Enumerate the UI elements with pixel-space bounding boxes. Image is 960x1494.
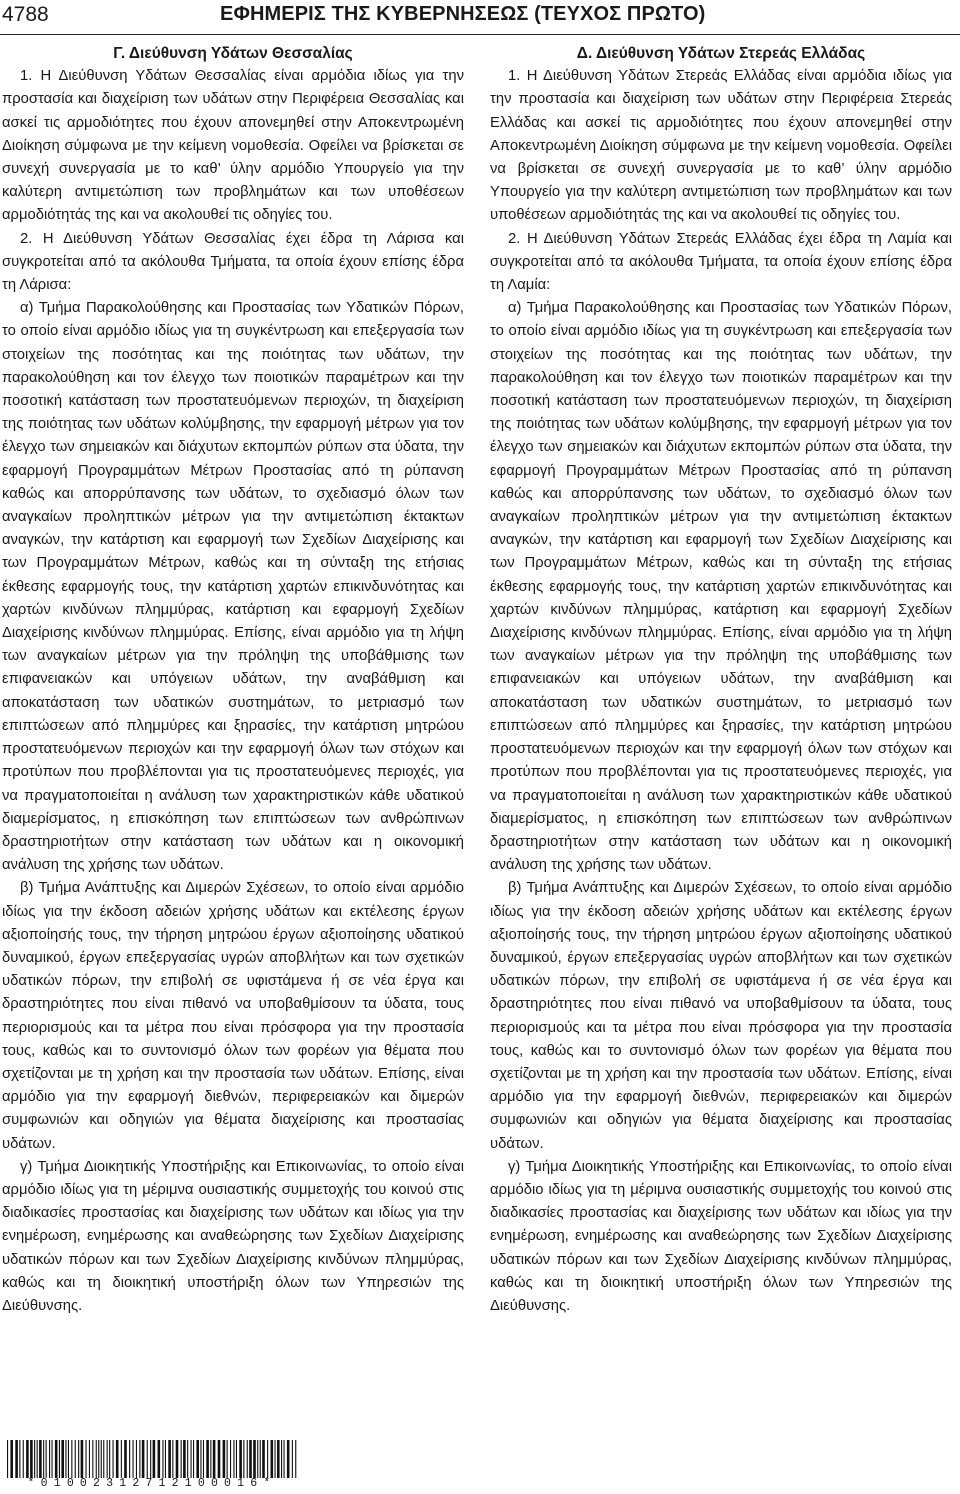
barcode-bar xyxy=(158,1440,161,1478)
barcode-bar xyxy=(210,1440,211,1478)
barcode-bar xyxy=(75,1440,76,1478)
barcode-bar xyxy=(200,1440,201,1478)
barcode-bar xyxy=(68,1440,69,1478)
barcode-bar xyxy=(147,1440,148,1478)
section-heading-thessaly: Γ. Διεύθυνση Υδάτων Θεσσαλίας xyxy=(113,45,353,62)
barcode-bar xyxy=(15,1440,18,1478)
barcode-bar xyxy=(142,1440,145,1478)
paragraph: γ) Τμήμα Διοικητικής Υποστήριξης και Επικοινωνίας, το οποίο είναι αρμόδιο ιδίως για τη μέριμνα ουσιαστικής συμμετοχής του κοινού στις διαδικασίες προστασίας και διαχείρισης των υδάτων και ιδίως για την ενημέρωση, ενημέρωσης και αναθεώρησης των Σχεδίων Διαχείρισης υδατικών πόρων και των Σχεδίων Διαχείρισης κινδύνων πλημμύρας, καθώς και τη διοικητική υποστήριξη όλων των Υπηρεσιών της Διεύθυνσης. xyxy=(490,1158,952,1314)
barcode-bars xyxy=(6,1440,298,1478)
barcode-bar xyxy=(78,1440,79,1478)
barcode-bar xyxy=(96,1440,97,1478)
barcode-bar xyxy=(61,1440,64,1478)
barcode-bar xyxy=(71,1440,72,1478)
barcode-bar xyxy=(168,1440,171,1478)
barcode-bar xyxy=(10,1440,13,1478)
barcode-bar xyxy=(101,1440,102,1478)
barcode-bar xyxy=(257,1440,258,1478)
barcode-bar xyxy=(89,1440,90,1478)
barcode-bar xyxy=(162,1440,163,1478)
barcode-bar xyxy=(116,1440,119,1478)
barcode-bar xyxy=(203,1440,204,1478)
barcode-bar xyxy=(165,1440,166,1478)
paragraph: 1. Η Διεύθυνση Υδάτων Θεσσαλίας είναι αρμόδια ιδίως για την προστασία και διαχείριση των υδάτων στην Περιφέρεια Θεσσαλίας και ασκεί τις αρμοδιότητες που έχουν απονεμηθεί στην Αποκεντρωμένη Διοίκηση σύμφωνα με την κείμενη νομοθεσία. Οφείλει να βρίσκεται σε συνεχή συνεργασία με το καθ’ ύλην αρμόδιο Υπουργείο για την καλύτερη αντιμετώπιση των προβλημάτων και των υποθέσεων αρμοδιότητάς της και να ακολουθεί τις οδηγίες του. xyxy=(2,68,464,224)
barcode-bar xyxy=(187,1440,188,1478)
barcode-bar xyxy=(124,1440,127,1478)
barcode-bar xyxy=(176,1440,179,1478)
barcode-bar xyxy=(23,1440,24,1478)
barcode-bar xyxy=(172,1440,173,1478)
page-number: 4788 xyxy=(2,3,49,26)
paragraph: β) Τμήμα Ανάπτυξης και Διμερών Σχέσεων, το οποίο είναι αρμόδιο ιδίως για την έκδοση αδειών χρήσης υδάτων και εκτέλεσης έργων αξιοποίησής τους, την τήρηση μητρώου έργων αξιοποίησης υδατικού δυναμικού, έργων επεξεργασίας υγρών αποβλήτων και των σχετικών υδατικών πόρων, την επιβολή σε υφιστάμενα ή σε νέα έργα και δραστηριότητες που είναι πιθανό να υποβαθμίσουν τα ύδατα, τους περιορισμούς και τα μέτρα που είναι πρόσφορα για την προστασία τους, καθώς και το συντονισμό όλων των φορέων για θέματα που σχετίζονται με τη χρήση και την προστασία των υδάτων. Επίσης, είναι αρμόδιο για την εφαρμογή διεθνών, περιφερειακών και διμερών συμφωνιών και οδηγιών για θέματα διαχείρισης και προστασίας υδάτων. xyxy=(490,880,952,1152)
barcode-bar xyxy=(46,1440,47,1478)
barcode-bar xyxy=(129,1440,130,1478)
paragraph: 2. Η Διεύθυνση Υδάτων Στερεάς Ελλάδας έχει έδρα τη Λαμία και συγκροτείται από τα ακόλουθα Τμήματα, τα οποία έχουν επίσης έδρα τη Λαμία: xyxy=(490,230,952,294)
barcode-bar xyxy=(183,1440,186,1478)
barcode-bar xyxy=(206,1440,209,1478)
barcode-bar xyxy=(267,1440,268,1478)
paragraph: α) Τμήμα Παρακολούθησης και Προστασίας των Υδατικών Πόρων, το οποίο είναι αρμόδιο ιδίως για τη συγκέντρωση και επεξεργασία των στοιχείων της ποσότητας και της ποιότητας των υδάτων, την παρακολούθηση και τον έλεγχο των ποιοτικών παραμέτρων και την ποσοτική κατάσταση των προστατευόμενων περιοχών, τη διαχείριση της ποιότητας των υδάτων κολύμβησης, την εφαρμογή μέτρων για τον έλεγχο των σημειακών και διάχυτων εκπομπών ρύπων στα ύδατα, την εφαρμογή Προγραμμάτων Μέτρων Προστασίας από τη ρύπανση καθώς και απορρύπανσης των υδάτων, το σχεδιασμό όλων των αναγκαίων προληπτικών μέτρων για την αντιμετώπιση έκτακτων αναγκών, την κατάρτιση και εφαρμογή των Σχεδίων Διαχείρισης και των Προγραμμάτων Μέτρων, καθώς και τη σύνταξη της ετήσιας έκθεσης εφαρμογής τους, την κατάρτιση χαρτών επικινδυνότητας και χαρτών κινδύνων πλημμύρας, κατάρτιση και εφαρμογή Σχεδίων Διαχείρισης κινδύνων πλημμύρας. Επίσης, είναι αρμόδιο για τη λήψη των αναγκαίων μέτρων για την πρόληψη της υποβάθμισης των επιφανειακών και υπόγειων υδάτων, την αναβάθμιση και αποκατάσταση των υδατικών συστημάτων, το μετριασμό των επιπτώσεων από πλημμύρες και ξηρασίες, την κατάρτιση μητρώου προστατευόμενων περιοχών και την εφαρμογή όλων των στόχων και προτύπων που προβλέπονται για τις προστατευόμενες περιοχές, για να πραγματοποιείται η ανάλυση των χαρακτηριστικών κάθε υδατικού διαμερίσματος, η επισκόπηση των επιπτώσεων των ανθρώπινων δραστηριοτήτων στην κατάσταση των υδάτων και η οικονομική ανάλυση της χρήσης των υδάτων. xyxy=(490,300,952,874)
paragraph: γ) Τμήμα Διοικητικής Υποστήριξης και Επικοινωνίας, το οποίο είναι αρμόδιο ιδίως για τη μέριμνα ουσιαστικής συμμετοχής του κοινού στις διαδικασίες προστασίας και διαχείρισης των υδάτων και ιδίως για την ενημέρωση, ενημέρωσης και αναθεώρησης των Σχεδίων Διαχείρισης υδατικών πόρων και των Σχεδίων Διαχείρισης κινδύνων πλημμύρας, καθώς και τη διοικητική υποστήριξη όλων των Υπηρεσιών της Διεύθυνσης. xyxy=(2,1158,464,1314)
barcode-bar xyxy=(109,1440,110,1478)
barcode-bar xyxy=(281,1440,282,1478)
barcode-bar xyxy=(277,1440,280,1478)
barcode-bar xyxy=(236,1440,237,1478)
left-column xyxy=(2,42,464,1318)
barcode-bar xyxy=(275,1440,276,1478)
barcode-bar xyxy=(7,1440,8,1478)
barcode-bar xyxy=(86,1440,87,1478)
barcode-bar xyxy=(295,1440,296,1478)
barcode-bar xyxy=(121,1440,122,1478)
barcode-bar xyxy=(213,1440,216,1478)
paragraph: 1. Η Διεύθυνση Υδάτων Στερεάς Ελλάδας είναι αρμόδια ιδίως για την προστασία και διαχείριση των υδάτων στην Περιφέρεια Στερεάς Ελλάδας και ασκεί τις αρμοδιότητες που έχουν απονεμηθεί στην Αποκεντρωμένη Διοίκηση σύμφωνα με την κείμενη νομοθεσία. Οφείλει να βρίσκεται σε συνεχή συνεργασία με το καθ’ ύλην αρμόδιο Υπουργείο για την καλύτερη αντιμετώπιση των προβλημάτων και των υποθέσεων αρμοδιότητάς της και να ακολουθεί τις οδηγίες του. xyxy=(490,68,952,224)
barcode-bar xyxy=(52,1440,53,1478)
barcode-bar xyxy=(30,1440,33,1478)
barcode-bar xyxy=(223,1440,226,1478)
barcode-bar xyxy=(34,1440,35,1478)
barcode-bar xyxy=(39,1440,42,1478)
page-header xyxy=(0,0,960,35)
barcode-bar xyxy=(227,1440,228,1478)
barcode-bar xyxy=(193,1440,194,1478)
barcode-bar xyxy=(196,1440,199,1478)
barcode-bar xyxy=(26,1440,29,1478)
paragraph: β) Τμήμα Ανάπτυξης και Διμερών Σχέσεων, το οποίο είναι αρμόδιο ιδίως για την έκδοση αδειών χρήσης υδάτων και εκτέλεσης έργων αξιοποίησής τους, την τήρηση μητρώου έργων αξιοποίησης υδατικού δυναμικού, έργων επεξεργασίας υγρών αποβλήτων και των σχετικών υδατικών πόρων, την επιβολή σε υφιστάμενα ή σε νέα έργα και δραστηριότητες που είναι πιθανό να υποβαθμίσουν τα ύδατα, τους περιορισμούς και τα μέτρα που είναι πρόσφορα για την προστασία τους, καθώς και το συντονισμό όλων των φορέων για θέματα που σχετίζονται με τη χρήση και την προστασία των υδάτων. Επίσης, είναι αρμόδιο για την εφαρμογή διεθνών, περιφερειακών και διμερών συμφωνιών και οδηγιών για θέματα διαχείρισης και προστασίας υδάτων. xyxy=(2,880,464,1152)
barcode-bar xyxy=(249,1440,252,1478)
barcode-bar xyxy=(59,1440,60,1478)
barcode-bar xyxy=(19,1440,20,1478)
barcode-bar xyxy=(153,1440,156,1478)
barcode-bar xyxy=(81,1440,84,1478)
barcode-bar xyxy=(218,1440,221,1478)
barcode-bar xyxy=(292,1440,293,1478)
gazette-title: ΕΦΗΜΕΡΙΣ ΤΗΣ ΚΥΒΕΡΝΗΣΕΩΣ (ΤΕΥΧΟΣ ΠΡΩΤΟ) xyxy=(220,3,706,25)
barcode-bar xyxy=(271,1440,274,1478)
barcode-bar xyxy=(139,1440,140,1478)
barcode-bar xyxy=(243,1440,244,1478)
barcode-bar xyxy=(284,1440,285,1478)
barcode-bar xyxy=(287,1440,290,1478)
barcode-bar xyxy=(113,1440,114,1478)
barcode-bar xyxy=(136,1440,137,1478)
barcode-bar xyxy=(49,1440,50,1478)
section-heading-sterea: Δ. Διεύθυνση Υδάτων Στερεάς Ελλάδας xyxy=(576,45,866,62)
barcode-bar xyxy=(247,1440,248,1478)
barcode-bar xyxy=(133,1440,134,1478)
barcode-bar xyxy=(233,1440,234,1478)
barcode-bar xyxy=(260,1440,261,1478)
barcode-bar xyxy=(150,1440,151,1478)
barcode-bar xyxy=(253,1440,256,1478)
barcode-bar xyxy=(230,1440,231,1478)
barcode-bar xyxy=(107,1440,108,1478)
barcode xyxy=(6,1440,298,1490)
barcode-bar xyxy=(262,1440,265,1478)
barcode-number: *01002312712100016* xyxy=(27,1477,277,1490)
barcode-bar xyxy=(37,1440,38,1478)
barcode-bar xyxy=(98,1440,99,1478)
right-column xyxy=(490,42,952,1318)
barcode-bar xyxy=(65,1440,66,1478)
barcode-bar xyxy=(55,1440,58,1478)
barcode-bar xyxy=(92,1440,93,1478)
barcode-bar xyxy=(191,1440,192,1478)
barcode-bar xyxy=(239,1440,242,1478)
paragraph: 2. Η Διεύθυνση Υδάτων Θεσσαλίας έχει έδρα τη Λάρισα και συγκροτείται από τα ακόλουθα Τμήματα, τα οποία έχουν επίσης έδρα τη Λάρισα: xyxy=(2,230,464,294)
barcode-bar xyxy=(103,1440,104,1478)
barcode-bar xyxy=(181,1440,182,1478)
paragraph: α) Τμήμα Παρακολούθησης και Προστασίας των Υδατικών Πόρων, το οποίο είναι αρμόδιο ιδίως για τη συγκέντρωση και επεξεργασία των στοιχείων της ποσότητας και της ποιότητας των υδάτων, την παρακολούθηση και τον έλεγχο των ποιοτικών παραμέτρων και την ποσοτική κατάσταση των προστατευόμενων περιοχών, τη διαχείριση της ποιότητας των υδάτων κολύμβησης, την εφαρμογή μέτρων για τον έλεγχο των σημειακών και διάχυτων εκπομπών ρύπων στα ύδατα, την εφαρμογή Προγραμμάτων Μέτρων Προστασίας από τη ρύπανση καθώς και απορρύπανσης των υδάτων, το σχεδιασμό όλων των αναγκαίων προληπτικών μέτρων για την αντιμετώπιση έκτακτων αναγκών, την κατάρτιση και εφαρμογή των Σχεδίων Διαχείρισης και των Προγραμμάτων Μέτρων, καθώς και τη σύνταξη της ετήσιας έκθεσης εφαρμογής τους, την κατάρτιση χαρτών επικινδυνότητας και χαρτών κινδύνων πλημμύρας, κατάρτιση και εφαρμογή Σχεδίων Διαχείρισης κινδύνων πλημμύρας. Επίσης, είναι αρμόδιο για τη λήψη των αναγκαίων μέτρων για την πρόληψη της υποβάθμισης των επιφανειακών και υπόγειων υδάτων, την αναβάθμιση και αποκατάσταση των υδατικών συστημάτων, το μετριασμό των επιπτώσεων από πλημμύρες και ξηρασίες, την κατάρτιση μητρώου προστατευόμενων περιοχών και την εφαρμογή όλων των στόχων και προτύπων που προβλέπονται για τις προστατευόμενες περιοχές, για να πραγματοποιείται η ανάλυση των χαρακτηριστικών κάθε υδατικού διαμερίσματος, η επισκόπηση των επιπτώσεων των ανθρώπινων δραστηριοτήτων στην κατάσταση των υδάτων και η οικονομική ανάλυση της χρήσης των υδάτων. xyxy=(2,300,464,874)
barcode-bar xyxy=(43,1440,44,1478)
